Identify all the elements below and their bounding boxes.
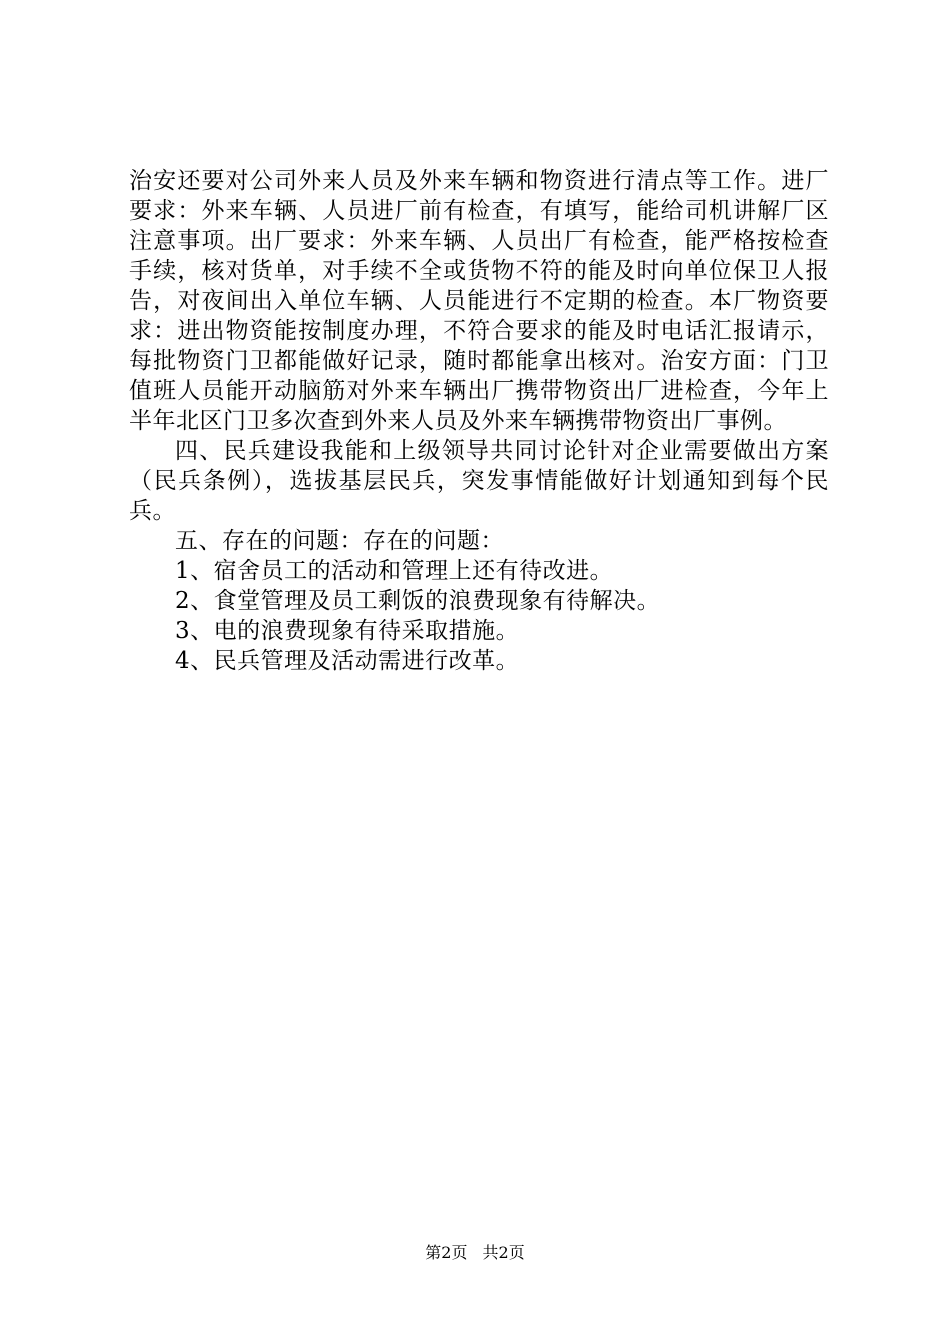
page-number: 第2页 [425, 1243, 468, 1262]
paragraph-security-inspection: 治安还要对公司外来人员及外来车辆和物资进行清点等工作。进厂要求：外来车辆、人员进厂前有检查，有填写，能给司机讲解厂区注意事项。出厂要求：外来车辆、人员出厂有检查，能严格按检查手续，核对货单，对手续不全或货物不符的能及时向单位保卫人报告，对夜间出入单位车辆、人员能进行不定期的检查。本厂物资要求：进出物资能按制度办理，不符合要求的能及时电话汇报请示，每批物资门卫都能做好记录，随时都能拿出核对。治安方面：门卫值班人员能开动脑筋对外来车辆出厂携带物资出厂进检查，今年上半年北区门卫多次查到外来人员及外来车辆携带物资出厂事例。 [129, 168, 829, 434]
page-footer [0, 1243, 950, 1263]
list-item-dormitory: 1、宿舍员工的活动和管理上还有待改进。 [175, 558, 614, 584]
document-body [129, 166, 829, 676]
paragraph-problems-heading: 五、存在的问题：存在的问题： [175, 528, 504, 554]
list-item-militia-reform: 4、民兵管理及活动需进行改革。 [175, 648, 520, 674]
paragraph-militia-building: 四、民兵建设我能和上级领导共同讨论针对企业需要做出方案（民兵条例），选拔基层民兵，突发事情能做好计划通知到每个民兵。 [129, 438, 829, 524]
page-total: 共2页 [482, 1243, 525, 1262]
list-item-canteen: 2、食堂管理及员工剩饭的浪费现象有待解决。 [175, 588, 661, 614]
list-item-electricity: 3、电的浪费现象有待采取措施。 [175, 618, 520, 644]
